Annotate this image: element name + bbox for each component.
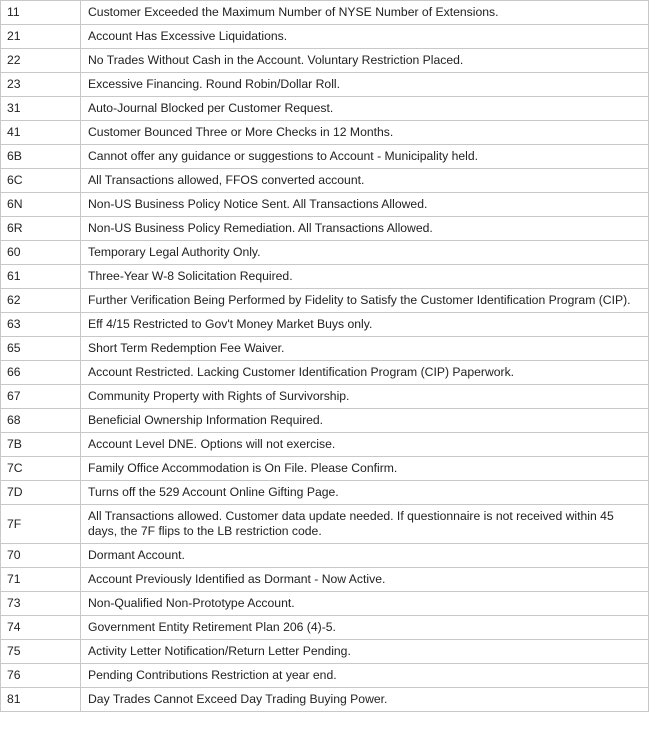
table-row (1, 640, 649, 664)
restriction-description-cell: Three-Year W-8 Solicitation Required. (81, 265, 649, 289)
table-row (1, 193, 649, 217)
restriction-code-cell: 74 (1, 616, 81, 640)
table-row (1, 97, 649, 121)
restriction-description-cell: Day Trades Cannot Exceed Day Trading Buying Power. (81, 688, 649, 712)
table-row (1, 433, 649, 457)
restriction-description-cell: Auto-Journal Blocked per Customer Request. (81, 97, 649, 121)
restriction-code-cell: 63 (1, 313, 81, 337)
table-row (1, 49, 649, 73)
restriction-description-cell: Account Has Excessive Liquidations. (81, 25, 649, 49)
restriction-description-cell: Non-US Business Policy Remediation. All Transactions Allowed. (81, 217, 649, 241)
restriction-code-cell: 6N (1, 193, 81, 217)
table-row (1, 145, 649, 169)
restriction-code-cell: 23 (1, 73, 81, 97)
restriction-description-cell: Family Office Accommodation is On File. Please Confirm. (81, 457, 649, 481)
restriction-code-cell: 41 (1, 121, 81, 145)
restriction-description-cell: No Trades Without Cash in the Account. Voluntary Restriction Placed. (81, 49, 649, 73)
restriction-description-cell: Customer Exceeded the Maximum Number of NYSE Number of Extensions. (81, 1, 649, 25)
table-row (1, 664, 649, 688)
table-row (1, 361, 649, 385)
restriction-description-cell: Beneficial Ownership Information Required. (81, 409, 649, 433)
restriction-code-cell: 66 (1, 361, 81, 385)
restriction-code-cell: 73 (1, 592, 81, 616)
restriction-code-cell: 7B (1, 433, 81, 457)
restriction-code-cell: 7C (1, 457, 81, 481)
table-row (1, 616, 649, 640)
restriction-description-cell: All Transactions allowed, FFOS converted account. (81, 169, 649, 193)
table-body (1, 1, 649, 712)
table-row (1, 25, 649, 49)
restriction-code-cell: 7F (1, 505, 81, 544)
table-row (1, 73, 649, 97)
restriction-code-cell: 65 (1, 337, 81, 361)
restriction-description-cell: Account Level DNE. Options will not exercise. (81, 433, 649, 457)
table-row (1, 385, 649, 409)
restriction-description-cell: Government Entity Retirement Plan 206 (4)-5. (81, 616, 649, 640)
restriction-description-cell: All Transactions allowed. Customer data update needed. If questionnaire is not received within 45 days, the 7F flips to the LB restriction code. (81, 505, 649, 544)
table-row (1, 217, 649, 241)
table-row (1, 337, 649, 361)
table-row (1, 688, 649, 712)
restriction-description-cell: Pending Contributions Restriction at year end. (81, 664, 649, 688)
table-row (1, 481, 649, 505)
restriction-description-cell: Activity Letter Notification/Return Letter Pending. (81, 640, 649, 664)
table-row (1, 313, 649, 337)
restriction-description-cell: Account Previously Identified as Dormant - Now Active. (81, 568, 649, 592)
restriction-code-cell: 71 (1, 568, 81, 592)
table-row (1, 265, 649, 289)
table-row (1, 505, 649, 544)
restriction-description-cell: Turns off the 529 Account Online Gifting Page. (81, 481, 649, 505)
restriction-code-cell: 61 (1, 265, 81, 289)
restriction-code-cell: 22 (1, 49, 81, 73)
restriction-code-cell: 6C (1, 169, 81, 193)
restriction-description-cell: Account Restricted. Lacking Customer Identification Program (CIP) Paperwork. (81, 361, 649, 385)
restriction-code-cell: 6B (1, 145, 81, 169)
table-row (1, 592, 649, 616)
restriction-description-cell: Customer Bounced Three or More Checks in 12 Months. (81, 121, 649, 145)
restriction-description-cell: Short Term Redemption Fee Waiver. (81, 337, 649, 361)
restriction-code-cell: 68 (1, 409, 81, 433)
restriction-description-cell: Non-US Business Policy Notice Sent. All Transactions Allowed. (81, 193, 649, 217)
restriction-code-cell: 6R (1, 217, 81, 241)
restriction-code-cell: 11 (1, 1, 81, 25)
table-row (1, 409, 649, 433)
restriction-description-cell: Dormant Account. (81, 544, 649, 568)
table-row (1, 457, 649, 481)
restriction-description-cell: Eff 4/15 Restricted to Gov't Money Market Buys only. (81, 313, 649, 337)
restriction-description-cell: Cannot offer any guidance or suggestions to Account - Municipality held. (81, 145, 649, 169)
restriction-description-cell: Temporary Legal Authority Only. (81, 241, 649, 265)
restriction-description-cell: Non-Qualified Non-Prototype Account. (81, 592, 649, 616)
restriction-code-cell: 31 (1, 97, 81, 121)
restriction-code-cell: 81 (1, 688, 81, 712)
table-row (1, 241, 649, 265)
table-row (1, 544, 649, 568)
restriction-code-cell: 76 (1, 664, 81, 688)
restriction-description-cell: Further Verification Being Performed by Fidelity to Satisfy the Customer Identification Program (CIP). (81, 289, 649, 313)
restriction-code-cell: 21 (1, 25, 81, 49)
table-row (1, 289, 649, 313)
restriction-description-cell: Excessive Financing. Round Robin/Dollar Roll. (81, 73, 649, 97)
restriction-description-cell: Community Property with Rights of Survivorship. (81, 385, 649, 409)
table-row (1, 568, 649, 592)
restriction-code-cell: 70 (1, 544, 81, 568)
restriction-code-cell: 60 (1, 241, 81, 265)
table-row (1, 121, 649, 145)
restriction-code-cell: 62 (1, 289, 81, 313)
restriction-code-cell: 7D (1, 481, 81, 505)
restriction-code-cell: 75 (1, 640, 81, 664)
restriction-code-cell: 67 (1, 385, 81, 409)
table-row (1, 1, 649, 25)
table-row (1, 169, 649, 193)
